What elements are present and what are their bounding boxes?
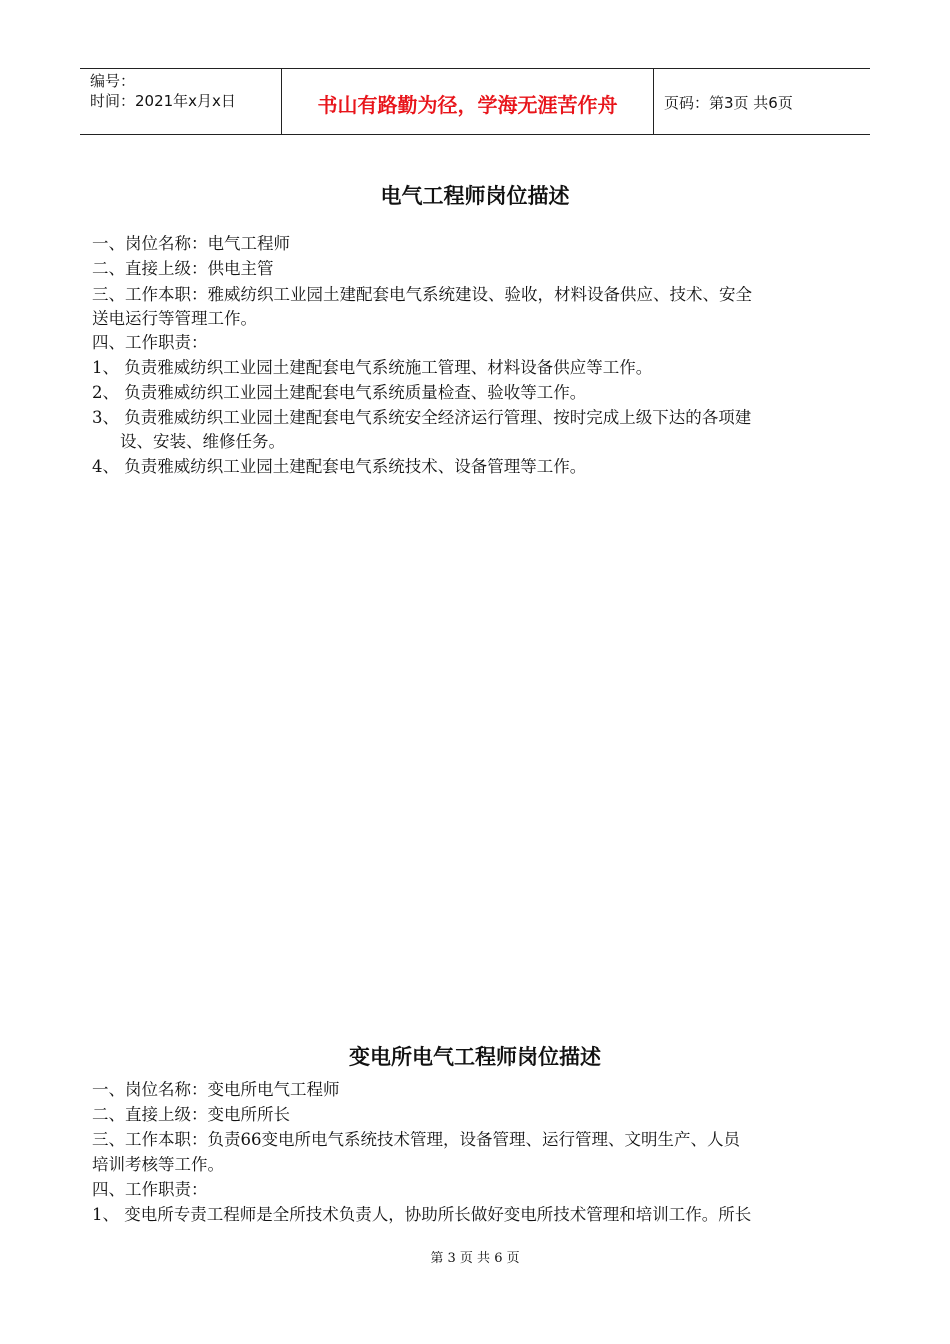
section2-line: 三、工作本职：负责66变电所电气系统技术管理，设备管理、运行管理、文明生产、人员 <box>92 1130 740 1149</box>
section1-line: 3、 负责雅威纺织工业园土建配套电气系统安全经济运行管理、按时完成上级下达的各项建 <box>92 408 752 427</box>
section1-line: 四、工作职责： <box>92 333 208 352</box>
section1-line: 三、工作本职：雅威纺织工业园土建配套电气系统建设、验收，材料设备供应、技术、安全 <box>92 285 752 304</box>
document-number-label: 编号： <box>90 72 136 90</box>
header-table <box>80 68 870 135</box>
section1-title: 电气工程师岗位描述 <box>380 184 570 208</box>
section2-line: 一、岗位名称：变电所电气工程师 <box>92 1080 340 1099</box>
header-meta-cell <box>80 69 282 134</box>
section2-line: 1、 变电所专责工程师是全所技术负责人，协助所长做好变电所技术管理和培训工作。所长 <box>92 1205 752 1224</box>
document-date-label: 时间：2021年x月x日 <box>90 92 236 110</box>
section2-title: 变电所电气工程师岗位描述 <box>349 1045 601 1069</box>
page-footer: 第 3 页 共 6 页 <box>430 1251 520 1266</box>
section1-line: 1、 负责雅威纺织工业园土建配套电气系统施工管理、材料设备供应等工作。 <box>92 358 653 377</box>
section1-line: 2、 负责雅威纺织工业园土建配套电气系统质量检查、验收等工作。 <box>92 383 587 402</box>
section2-line: 四、工作职责： <box>92 1180 208 1199</box>
header-motto: 书山有路勤为径，学海无涯苦作舟 <box>282 69 654 134</box>
section1-line: 4、 负责雅威纺织工业园土建配套电气系统技术、设备管理等工作。 <box>92 457 587 476</box>
header-page-info: 页码：第3页 共6页 <box>664 94 793 112</box>
section1-line: 送电运行等管理工作。 <box>92 309 257 328</box>
section2-line: 二、直接上级：变电所所长 <box>92 1105 290 1124</box>
section1-line: 一、岗位名称：电气工程师 <box>92 234 290 253</box>
section1-line: 二、直接上级：供电主管 <box>92 259 274 278</box>
section1-line: 设、安装、维修任务。 <box>120 432 285 451</box>
section2-line: 培训考核等工作。 <box>92 1155 224 1174</box>
